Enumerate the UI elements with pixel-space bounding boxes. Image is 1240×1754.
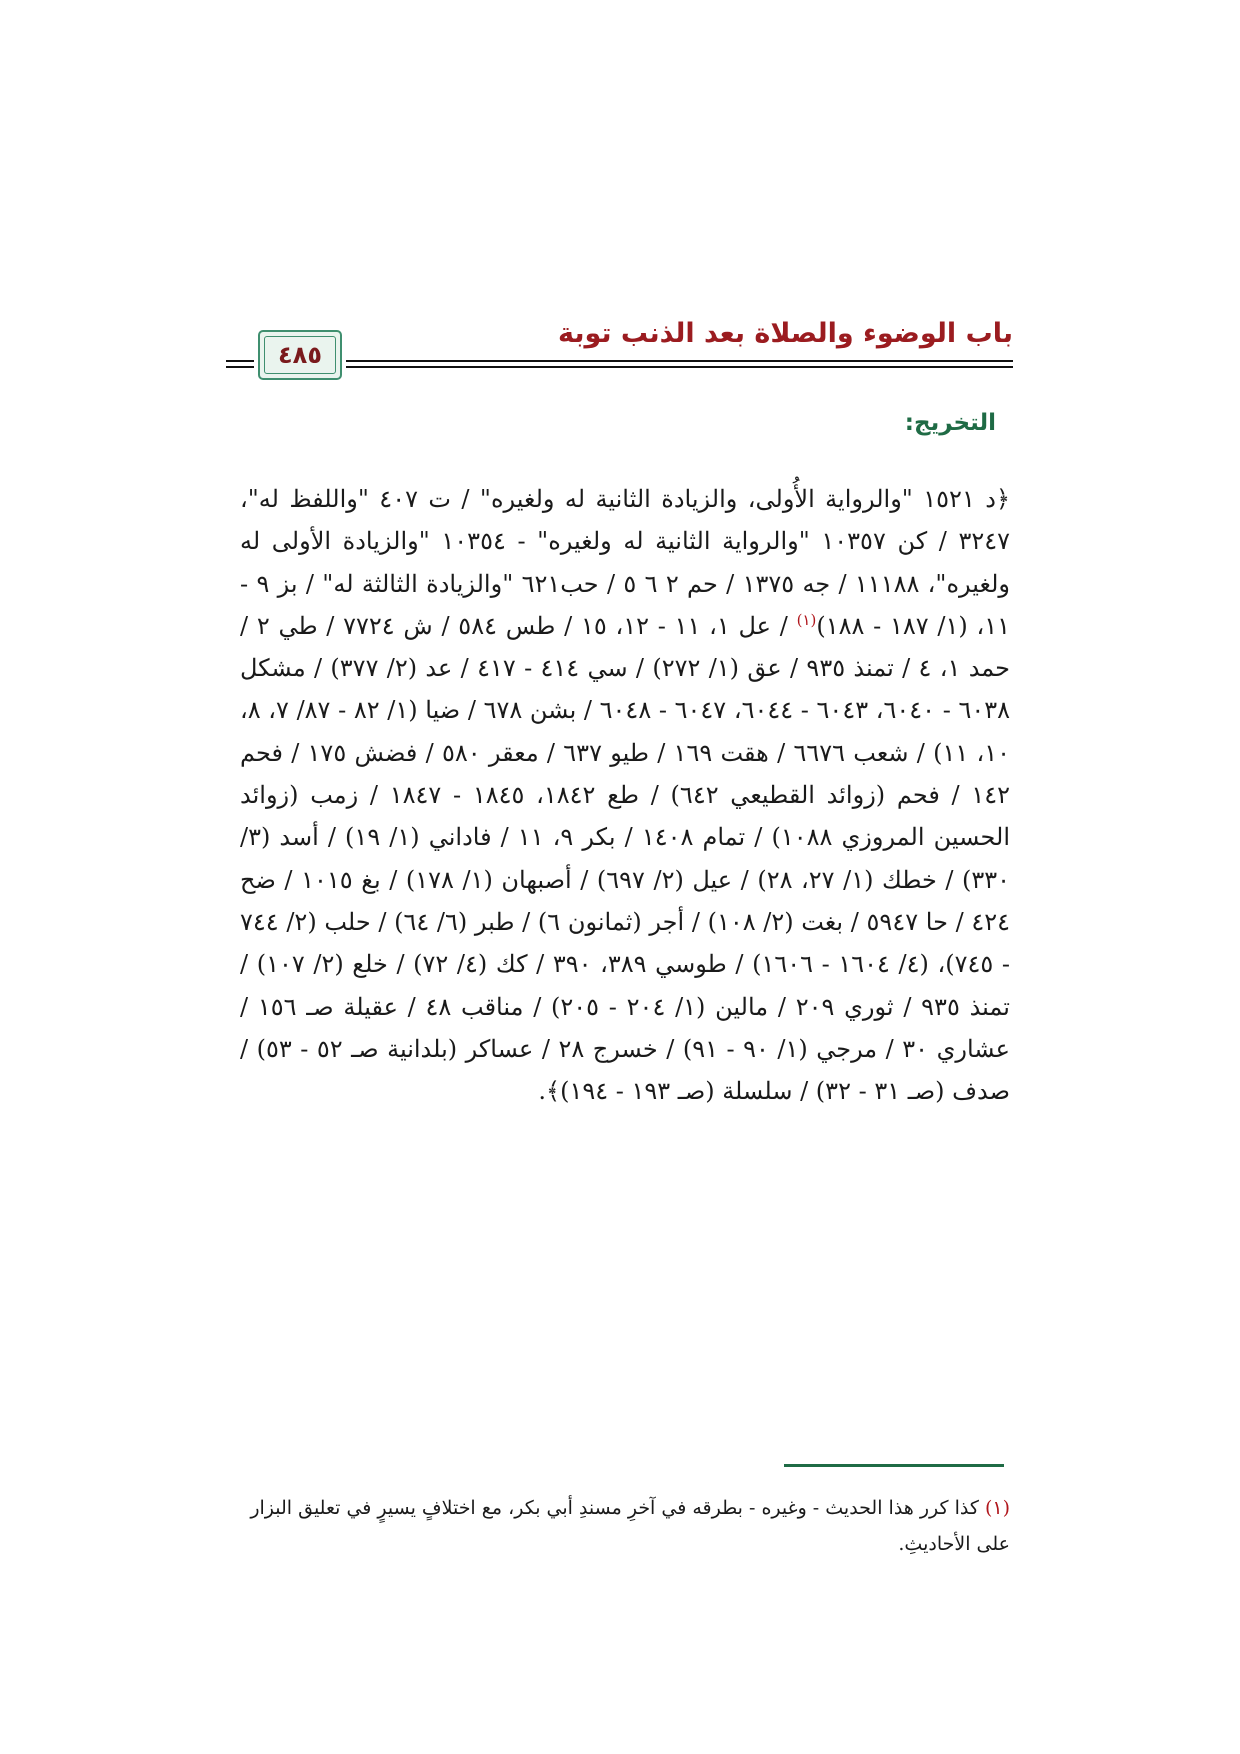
page-number: ٤٨٥	[278, 341, 322, 369]
takhrij-text-part1: ﴿د ١٥٢١ "والرواية الأُولى، والزيادة الثانية له ولغيره" / ت ٤٠٧ "واللفظ له"، ٣٢٤٧ / كن ١٠٣٥٧ "والرواية الثانية له ولغيره" - ١٠٣٥٤ "والزيادة الأولى له ولغيره"، ١١١٨٨ / جه ١٣٧٥ / حم ٢ ٦ ٥ / حب٦٢١ "والزيادة الثالثة له" / بز ٩ - ١١، (١/ ١٨٧ - ١٨٨)	[240, 485, 1011, 640]
page-header	[226, 318, 1013, 380]
takhrij-paragraph	[240, 478, 1010, 1112]
footnote-number: (١)	[984, 1497, 1010, 1519]
footnote-text: كذا كرر هذا الحديث - وغيره - بطرقه في آخرِ مسندِ أبي بكر، مع اختلافٍ يسيرٍ في تعليق البزار على الأحاديثِ.	[250, 1497, 1010, 1555]
header-rule-left	[226, 360, 254, 368]
page-number-badge	[258, 330, 342, 380]
section-heading: التخريج:	[904, 410, 996, 436]
footnote-reference[interactable]: (١)	[796, 610, 817, 629]
footnote	[240, 1490, 1010, 1562]
chapter-title: باب الوضوء والصلاة بعد الذنب توبة	[557, 318, 1013, 349]
takhrij-text-part2: / عل ١، ١١ - ١٢، ١٥ / طس ٥٨٤ / ش ٧٧٢٤ / طي ٢ / حمد ١، ٤ / تمنذ ٩٣٥ / عق (١/ ٢٧٢) / سي ٤١٤ - ٤١٧ / عد (٢/ ٣٧٧) / مشكل ٦٠٣٨ - ٦٠٤٠، ٦٠٤٣ - ٦٠٤٤، ٦٠٤٧ - ٦٠٤٨ / بشن ٦٧٨ / ضيا (١/ ٨٢ - ٨٧/ ٧، ٨، ١٠، ١١) / شعب ٦٦٧٦ / هقت ١٦٩ / طيو ٦٣٧ / معقر ٥٨٠ / فضش ١٧٥ / فحم ١٤٢ / فحم (زوائد القطيعي ٦٤٢) / طع ١٨٤٢، ١٨٤٥ - ١٨٤٧ / زمب (زوائد الحسين المروزي ١٠٨٨) / تمام ١٤٠٨ / بكر ٩، ١١ / فاداني (١/ ١٩) / أسد (٣/ ٣٣٠) / خطك (١/ ٢٧، ٢٨) / عيل (٢/ ٦٩٧) / أصبهان (١/ ١٧٨) / بغ ١٠١٥ / ضح ٤٢٤ / حا ٥٩٤٧ / بغت (٢/ ١٠٨) / أجر (ثمانون ٦) / طبر (٦/ ٦٤) / حلب (٢/ ٧٤٤ - ٧٤٥)، (٤/ ١٦٠٤ - ١٦٠٦) / طوسي ٣٨٩، ٣٩٠ / كك (٤/ ٧٢) / خلع (٢/ ١٠٧) / تمنذ ٩٣٥ / ثوري ٢٠٩ / مالين (١/ ٢٠٤ - ٢٠٥) / مناقب ٤٨ / عقيلة صـ ١٥٦ / عشاري ٣٠ / مرجي (١/ ٩٠ - ٩١) / خسرج ٢٨ / عساكر (بلدانية صـ ٥٢ - ٥٣) / صدف (صـ ٣١ - ٣٢) / سلسلة (صـ ١٩٣ - ١٩٤)﴾.	[240, 611, 1011, 1106]
footnote-separator	[784, 1464, 1004, 1467]
header-rule-right	[346, 360, 1013, 368]
